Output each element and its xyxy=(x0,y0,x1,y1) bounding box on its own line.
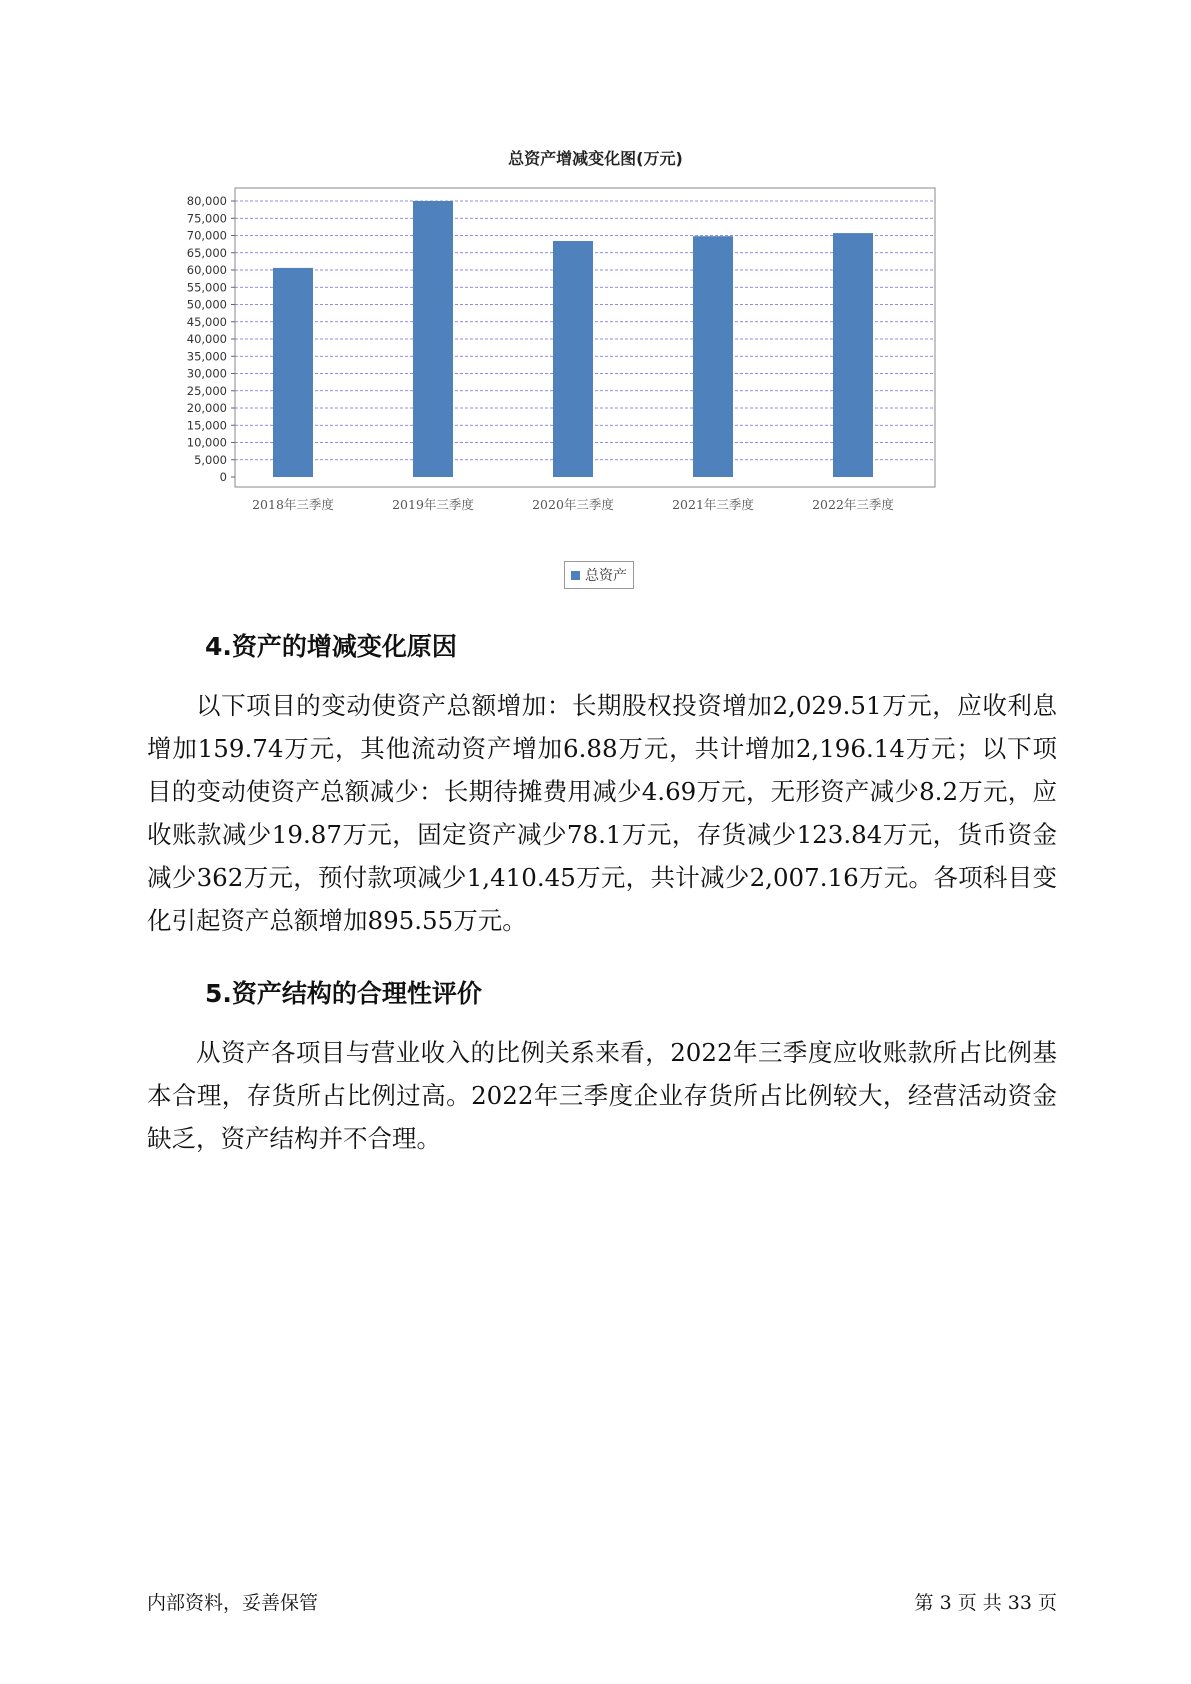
chart-title: 总资产增减变化图(万元) xyxy=(508,149,683,168)
section-heading-4: 4.资产的增减变化原因 xyxy=(205,632,457,661)
footer-confidential-note: 内部资料，妥善保管 xyxy=(147,1592,319,1614)
y-tick-label: 35,000 xyxy=(186,349,227,364)
x-tick-label: 2022年三季度 xyxy=(812,497,894,512)
y-tick-label: 50,000 xyxy=(186,297,227,312)
bar-2020年三季度 xyxy=(553,241,593,477)
section-paragraph-5: 从资产各项目与营业收入的比例关系来看，2022年三季度应收账款所占比例基本合理，存货所占比例过高。2022年三季度企业存货所占比例较大，经营活动资金缺乏，资产结构并不合理。 xyxy=(147,1038,1057,1153)
section-paragraph-4: 以下项目的变动使资产总额增加：长期股权投资增加2,029.51万元，应收利息增加159.74万元，其他流动资产增加6.88万元，共计增加2,196.14万元；以下项目的变动使资产总额减少：长期待摊费用减少4.69万元，无形资产减少8.2万元，应收账款减少19.87万元，固定资产减少78.1万元，存货减少123.84万元，货币资金减少362万元，预付款项减少1,410.45万元，共计减少2,007.16万元。各项科目变化引起资产总额增加895.55万元。 xyxy=(147,691,1057,935)
bar-2022年三季度 xyxy=(833,233,873,477)
bar-2018年三季度 xyxy=(273,268,313,477)
legend-label: 总资产 xyxy=(585,568,627,584)
bar-2021年三季度 xyxy=(693,236,733,477)
y-tick-label: 80,000 xyxy=(186,194,227,208)
y-tick-label: 65,000 xyxy=(186,245,227,260)
y-tick-label: 5,000 xyxy=(194,452,227,467)
y-tick-label: 30,000 xyxy=(186,366,227,381)
y-tick-label: 10,000 xyxy=(186,435,227,450)
y-tick-label: 20,000 xyxy=(186,401,227,415)
y-tick-label: 40,000 xyxy=(186,332,227,346)
y-tick-label: 60,000 xyxy=(186,263,227,277)
y-tick-label: 45,000 xyxy=(186,314,227,329)
y-tick-label: 75,000 xyxy=(186,211,227,226)
legend-swatch xyxy=(571,571,580,580)
x-tick-label: 2019年三季度 xyxy=(392,497,474,512)
section-heading-5: 5.资产结构的合理性评价 xyxy=(205,979,482,1008)
x-tick-label: 2021年三季度 xyxy=(672,497,754,512)
y-tick-label: 70,000 xyxy=(186,228,227,243)
x-tick-label: 2018年三季度 xyxy=(252,497,334,512)
chart-legend xyxy=(564,561,634,589)
bar-chart xyxy=(150,180,950,512)
y-tick-label: 15,000 xyxy=(186,418,227,433)
footer-page-number: 第 3 页 共 33 页 xyxy=(914,1592,1057,1614)
y-tick-label: 55,000 xyxy=(186,280,227,295)
y-tick-label: 25,000 xyxy=(186,383,227,398)
y-tick-label: 0 xyxy=(219,470,227,484)
x-tick-label: 2020年三季度 xyxy=(532,497,614,512)
bar-2019年三季度 xyxy=(413,201,453,477)
